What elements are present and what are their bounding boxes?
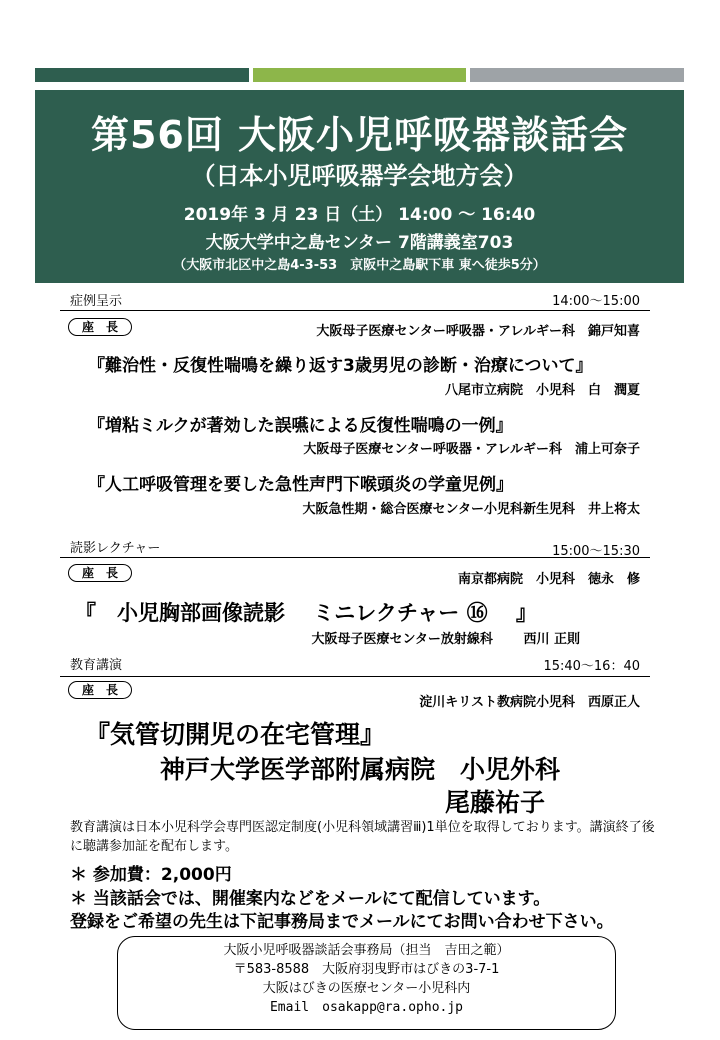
education-title: 『気管切開児の在宅管理』 [85,720,386,749]
contact-email[interactable]: Email osakapp@ra.opho.jp [269,1000,463,1015]
event-venue: 大阪大学中之島センター 7階講義室703 [205,233,514,253]
education-section-time: 15:40～16：40 [543,659,640,674]
header-banner [35,90,684,283]
accent-bar-light-green [253,68,466,82]
accent-bar-dark-green [35,68,249,82]
education-hospital: 神戸大学医学部附属病院 小児外科 [160,755,561,784]
event-address: （大阪市北区中之島4-3-53 京阪中之島駅下車 東へ徒歩5分） [173,258,546,273]
talk-speaker: 八尾市立病院 小児科 白 潤夏 [444,383,640,398]
event-datetime: 2019年 3 月 23 日（土） 14:00 ～ 16:40 [183,205,536,225]
page-title: 第56回 大阪小児呼吸器談話会 [90,113,629,157]
lecture-section-time: 15:00～15:30 [552,544,640,559]
section-divider [60,676,650,677]
lecture-title: 『 小児胸部画像読影 ミニレクチャー ⑯ 』 [75,601,537,625]
fee-notice: ＊ 参加費：2,000円 [70,865,232,885]
contact-office: 大阪小児呼吸器談話会事務局（担当 吉田之範） [223,943,510,958]
accent-bar-gray [470,68,684,82]
talk-speaker: 大阪母子医療センター呼吸器・アレルギー科 浦上可奈子 [303,442,640,457]
education-speaker: 尾藤祐子 [445,788,546,817]
register-notice: 登録をご希望の先生は下記事務局までメールにてお問い合わせ下さい。 [70,912,614,932]
education-chair-name: 淀川キリスト教病院小児科 西原正人 [419,695,640,710]
lecture-chair-name: 南京都病院 小児科 徳永 修 [457,572,640,587]
talk-speaker: 大阪急性期・総合医療センター小児科新生児科 井上将太 [302,502,640,517]
case-section-time: 14:00～15:00 [552,294,640,309]
lecture-section-label: 読影レクチャー [70,541,161,556]
chair-badge: 座 長 [68,564,132,582]
case-section-label: 症例呈示 [70,294,123,309]
talk-title: 『難治性・反復性喘鳴を繰り返す3歳男児の診断・治療について』 [88,356,593,376]
page-subtitle: （日本小児呼吸器学会地方会） [191,162,528,190]
section-divider [60,310,650,311]
contact-dept: 大阪はびきの医療センター小児科内 [262,981,471,996]
contact-postal: 〒583-8588 大阪府羽曳野市はびきの3-7-1 [233,962,500,977]
education-section-label: 教育講演 [70,658,123,673]
chair-badge: 座 長 [68,681,132,699]
section-divider [60,557,650,558]
education-note: 教育講演は日本小児科学会専門医認定制度(小児科領域講習ⅲ)1単位を取得しております。講演終了後に聴講参加証を配布します。 [70,820,655,854]
lecture-speaker: 大阪母子医療センター放射線科 西川 正則 [311,632,580,647]
talk-title: 『増粘ミルクが著効した誤嚥による反復性喘鳴の一例』 [88,416,513,436]
mail-notice: ＊ 当該話会では、開催案内などをメールにて配信しています。 [70,889,551,909]
contact-box [117,936,616,1030]
talk-title: 『人工呼吸管理を要した急性声門下喉頭炎の学童児例』 [88,475,513,495]
case-chair-name: 大阪母子医療センター呼吸器・アレルギー科 錦戸知喜 [316,324,640,339]
chair-badge: 座 長 [68,318,132,336]
